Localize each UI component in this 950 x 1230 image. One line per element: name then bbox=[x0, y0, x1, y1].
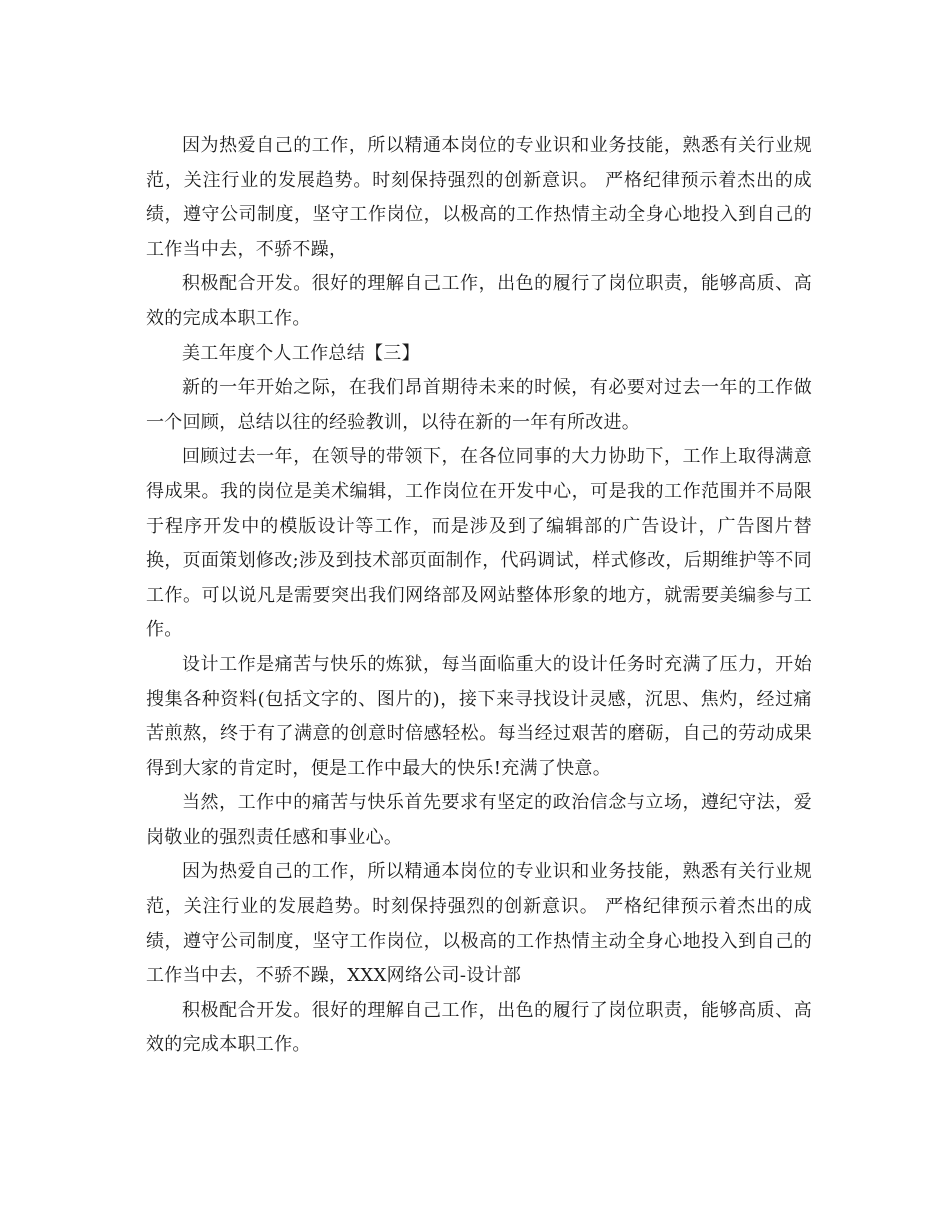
paragraph-7: 因为热爱自己的工作，所以精通本岗位的专业识和业务技能，熟悉有关行业规范，关注行业的发展趋势。时刻保持强烈的创新意识。 严格纪律预示着杰出的成绩，遵守公司制度，坚守工作岗位，以极高的工作热情主动全身心地投入到自己的工作当中去，不骄不躁，XXX网络公司-设计部 bbox=[146, 861, 812, 987]
paragraph-1: 因为热爱自己的工作，所以精通本岗位的专业识和业务技能，熟悉有关行业规范，关注行业的发展趋势。时刻保持强烈的创新意识。 严格纪律预示着杰出的成绩，遵守公司制度，坚守工作岗位，以极高的工作热情主动全身心地投入到自己的工作当中去，不骄不躁， bbox=[146, 135, 812, 260]
paragraph-6: 当然，工作中的痛苦与快乐首先要求有坚定的政治信念与立场，遵纪守法，爱岗敬业的强烈责任感和事业心。 bbox=[146, 792, 812, 848]
paragraph-4: 回顾过去一年，在领导的带领下，在各位同事的大力协助下，工作上取得满意得成果。我的岗位是美术编辑，工作岗位在开发中心，可是我的工作范围并不局限于程序开发中的模版设计等工作，而是涉及到了编辑部的广告设计，广告图片替换，页面策划修改;涉及到技术部页面制作，代码调试，样式修改，后期维护等不同工作。可以说凡是需要突出我们网络部及网站整体形象的地方，就需要美编参与工作。 bbox=[146, 446, 812, 641]
paragraph-3: 新的一年开始之际，在我们昂首期待未来的时候，有必要对过去一年的工作做一个回顾，总结以往的经验教训，以待在新的一年有所改进。 bbox=[146, 377, 812, 433]
document-body bbox=[146, 129, 812, 1063]
paragraph-5: 设计工作是痛苦与快乐的炼狱，每当面临重大的设计任务时充满了压力，开始搜集各种资料(包括文字的、图片的)，接下来寻找设计灵感，沉思、焦灼，经过痛苦煎熬，终于有了满意的创意时倍感轻松。每当经过艰苦的磨砺，自己的劳动成果得到大家的肯定时，便是工作中最大的快乐!充满了快意。 bbox=[146, 653, 812, 779]
paragraph-2: 积极配合开发。很好的理解自己工作，出色的履行了岗位职责，能够高质、高效的完成本职工作。 bbox=[146, 273, 812, 329]
section-heading: 美工年度个人工作总结【三】 bbox=[182, 342, 420, 364]
paragraph-8: 积极配合开发。很好的理解自己工作，出色的履行了岗位职责，能够高质、高效的完成本职工作。 bbox=[146, 999, 812, 1056]
